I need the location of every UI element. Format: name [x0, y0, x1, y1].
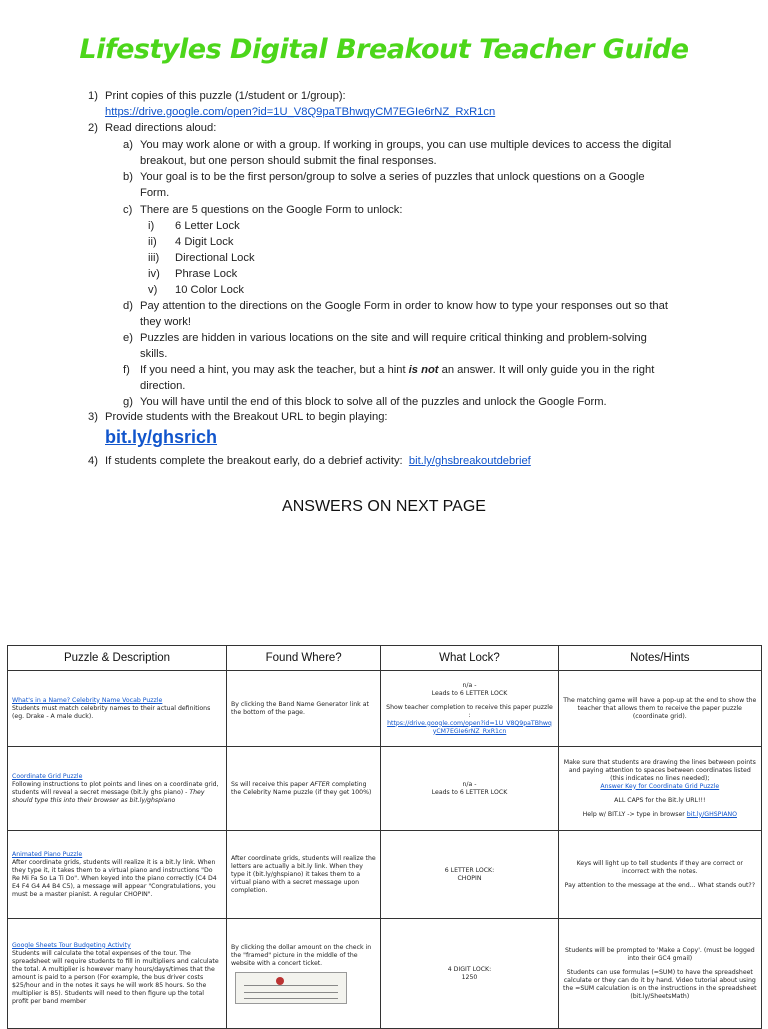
step-text: [105, 453, 531, 469]
table-row: [8, 831, 762, 919]
puzzle-cell: [8, 831, 227, 919]
found-cell: [227, 919, 381, 1029]
sub-label: g): [123, 396, 133, 408]
header-notes: Notes/Hints: [558, 646, 761, 671]
sub-label: f): [123, 364, 130, 376]
lock-cell: [381, 919, 558, 1029]
sub-text: breakout, but one person should submit the final responses.: [140, 155, 437, 167]
puzzle-title-link[interactable]: Google Sheets Tour Budgeting Activity: [12, 941, 131, 949]
step-number: 4): [88, 455, 98, 467]
puzzle-title-link[interactable]: Animated Piano Puzzle: [12, 850, 83, 858]
step-number: 2): [88, 122, 98, 134]
lock-line: 4 DIGIT LOCK:: [447, 965, 492, 973]
sub-text: You will have until the end of this block to solve all of the puzzles and unlock the Google Form.: [140, 396, 607, 408]
lock-line: 1250: [461, 973, 478, 981]
found-text: Ss will receive this paper: [231, 780, 311, 788]
notes-cell: [558, 919, 761, 1029]
debrief-text: If students complete the breakout early, do a debrief activity:: [105, 455, 403, 467]
sub-text: [140, 362, 654, 378]
sub-label: c): [123, 204, 133, 216]
hint-text-end: an answer. It will only guide you in the right: [438, 364, 655, 376]
check-line: [244, 998, 338, 999]
lock-line: n/a -: [462, 780, 477, 788]
found-cell: [227, 747, 381, 831]
lock-item: 6 Letter Lock: [175, 220, 240, 232]
sub-text: they work!: [140, 316, 191, 328]
header-lock: What Lock?: [381, 646, 558, 671]
found-cell: After coordinate grids, students will realize the letters are actually a bit.ly link. When they type it (bit.ly/ghspiano) it takes them to a virtual piano with a secret message upon completion.: [227, 831, 381, 919]
puzzle-desc: Students must match celebrity names to their actual definitions (eg. Drake - A male duck).: [12, 704, 211, 720]
notes-cell: [558, 747, 761, 831]
lock-line: Show teacher completion to receive this paper puzzle :: [386, 703, 553, 719]
sub-text: Your goal is to be the first person/group to solve a series of puzzles that unlock questions on a Google: [140, 171, 645, 183]
check-image: [235, 972, 347, 1004]
sub-label: b): [123, 171, 133, 183]
lock-cell: [381, 831, 558, 919]
lock-cell: [381, 747, 558, 831]
puzzle-cell: [8, 747, 227, 831]
notes-line: ALL CAPS for the Bit.ly URL!!!: [614, 796, 706, 804]
sub-text: There are 5 questions on the Google Form to unlock:: [140, 204, 403, 216]
puzzle-link[interactable]: https://drive.google.com/open?id=1U_V8Q9paTBhwqyCM7EGIe6rNZ_RxR1cn: [387, 719, 552, 735]
answers-table: [7, 645, 762, 1029]
bitly-link[interactable]: bit.ly/GHSPIANO: [686, 810, 737, 818]
breakout-url-link[interactable]: bit.ly/ghsrich: [105, 427, 218, 447]
step-text: Provide students with the Breakout URL to begin playing:: [105, 411, 388, 423]
debrief-link[interactable]: bit.ly/ghsbreakoutdebrief: [408, 455, 531, 467]
header-puzzle: Puzzle & Description: [8, 646, 227, 671]
answer-key-link[interactable]: Answer Key for Coordinate Grid Puzzle: [600, 782, 720, 790]
sub-text: You may work alone or with a group. If working in groups, you can use multiple devices to access the digital: [140, 139, 672, 151]
notes-cell: The matching game will have a pop-up at the end to show the teacher that allows them to receive the paper puzzle (coordinate grid).: [558, 671, 761, 747]
step-text: Print copies of this puzzle (1/student or 1/group):: [105, 90, 346, 102]
sub-text: skills.: [140, 348, 168, 360]
puzzle-desc: Students will calculate the total expenses of the tour. The spreadsheet will require students to fill in multipliers and calculate the total. A multiplier is however many hours/days/times that the amount is paid to a person (For example, the bus driver costs $25/hour and in the notes it says he will work 85 hours. So the multiplier is 85). Students will need to then figure up the total profit per band member: [12, 949, 219, 1005]
puzzle-desc: After coordinate grids, students will realize it is a bit.ly link. When they type it, it takes them to a virtual piano and instructions "Do Re Mi Fa So La Ti Do". When keyed into the piano correctly (C4 D4 E4 F4 G4 A4 B4 C5), a message will appear "Congratulations, you must be a master pianist. A regular CHOPIN".: [12, 858, 217, 898]
lock-line: Leads to 6 LETTER LOCK: [431, 689, 508, 697]
puzzle-cell: [8, 919, 227, 1029]
header-found: Found Where?: [227, 646, 381, 671]
lock-label: iv): [148, 268, 160, 280]
puzzle-cell: [8, 671, 227, 747]
lock-label: i): [148, 220, 155, 232]
step-text: Read directions aloud:: [105, 122, 217, 134]
sub-label: d): [123, 300, 133, 312]
sub-text: direction.: [140, 380, 186, 392]
lock-item: 10 Color Lock: [175, 284, 245, 296]
notes-line: Pay attention to the message at the end... What stands out??: [564, 881, 755, 889]
puzzle-title-link[interactable]: What's in a Name? Celebrity Name Vocab Puzzle: [12, 696, 163, 704]
found-emphasis: AFTER: [310, 780, 330, 788]
notes-line: Make sure that students are drawing the lines between points and paying attention to spaces between coordinates listed (this indicates no lines needed);: [563, 758, 756, 782]
sub-label: e): [123, 332, 133, 344]
check-line: [244, 992, 338, 993]
table-row: [8, 919, 762, 1029]
page-title: Lifestyles Digital Breakout Teacher Guide: [79, 34, 689, 65]
answers-heading: ANSWERS ON NEXT PAGE: [282, 498, 486, 515]
check-seal: [276, 977, 284, 985]
lock-item: Directional Lock: [175, 252, 255, 264]
sub-text: Puzzles are hidden in various locations on the site and will require critical thinking and problem-solving: [140, 332, 647, 344]
puzzle-desc-emphasis: They should type this into their browser as bit.ly/ghspiano: [12, 788, 205, 804]
lock-line: Leads to 6 LETTER LOCK: [431, 788, 508, 796]
table-row: [8, 671, 762, 747]
lock-label: v): [148, 284, 158, 296]
notes-line: Keys will light up to tell students if they are correct or incorrect with the notes.: [576, 859, 743, 875]
step-number: 1): [88, 90, 98, 102]
sub-label: a): [123, 139, 133, 151]
lock-label: iii): [148, 252, 160, 264]
table-header-row: [8, 646, 762, 671]
lock-item: 4 Digit Lock: [175, 236, 234, 248]
found-text: By clicking the dollar amount on the check in the "framed" picture in the middle of the website with a concert ticket.: [231, 943, 372, 967]
notes-text: Help w/ BIT.LY -> type in browser: [582, 810, 685, 818]
found-cell: By clicking the Band Name Generator link at the bottom of the page.: [227, 671, 381, 747]
lock-line: 6 LETTER LOCK:: [444, 866, 495, 874]
lock-item: Phrase Lock: [175, 268, 238, 280]
sub-text: Pay attention to the directions on the Google Form in order to know how to type your responses out so that: [140, 300, 668, 312]
puzzle-title-link[interactable]: Coordinate Grid Puzzle: [12, 772, 83, 780]
notes-line: [563, 811, 757, 819]
lock-cell: [381, 671, 558, 747]
lock-line: n/a -: [462, 681, 477, 689]
check-line: [244, 985, 338, 986]
puzzle-link[interactable]: https://drive.google.com/open?id=1U_V8Q9paTBhwqyCM7EGIe6rNZ_RxR1cn: [105, 106, 496, 118]
puzzle-desc: Following instructions to plot points and lines on a coordinate grid, students will reveal a secret message (bit.ly ghs piano) -: [12, 780, 219, 796]
step-number: 3): [88, 411, 98, 423]
found-text-end: completing the Celebrity Name puzzle (if they get 100%): [231, 780, 372, 796]
hint-text: If you need a hint, you may ask the teacher, but a hint: [140, 364, 409, 376]
notes-line: Students can use formulas (=SUM) to have the spreadsheet calculate or they can do it by hand. Video tutorial about using the =SUM calculation is on the instructions in the spreadsheet (bit.ly/SheetsMath): [563, 968, 757, 1000]
notes-line: Students will be prompted to 'Make a Copy'. (must be logged into their GC4 gmail): [564, 946, 755, 962]
notes-cell: [558, 831, 761, 919]
lock-label: ii): [148, 236, 157, 248]
table-row: [8, 747, 762, 831]
lock-line: CHOPIN: [457, 874, 482, 882]
sub-text: Form.: [140, 187, 170, 199]
hint-emphasis: is not: [408, 364, 439, 376]
